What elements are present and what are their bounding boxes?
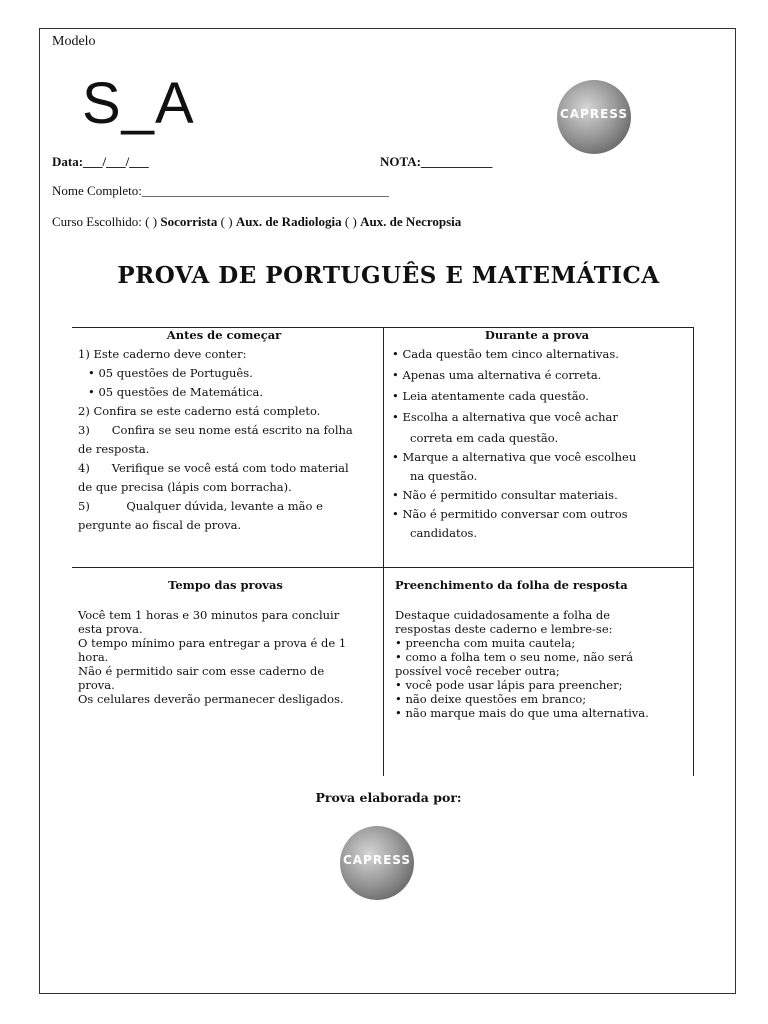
antes-line: de resposta. [78, 442, 150, 456]
exam-title: PROVA DE PORTUGUÊS E MATEMÁTICA [117, 262, 660, 289]
curso-checkbox-necropsia: ( ) [344, 214, 357, 229]
table-right-edge [693, 327, 694, 776]
curso-option-radiologia: Aux. de Radiologia [235, 214, 342, 229]
tempo-line: prova. [78, 678, 115, 692]
preenchimento-line: • não marque mais do que uma alternativa. [395, 706, 649, 720]
curso-checkbox-radiologia: ( ) [220, 214, 233, 229]
modelo-label: Modelo [52, 34, 96, 49]
capress-logo-footer [340, 826, 414, 900]
preenchimento-line: • como a folha tem o seu nome, não será [395, 650, 634, 664]
tempo-line: hora. [78, 650, 109, 664]
preenchimento-line: respostas deste caderno e lembre-se: [395, 622, 613, 636]
antes-line: • 05 questões de Português. [88, 366, 253, 380]
durante-line: na questão. [410, 469, 478, 483]
durante-line: correta em cada questão. [410, 431, 559, 445]
tempo-line: O tempo mínimo para entregar a prova é de 1 [78, 636, 347, 650]
logo-text: CAPRESS [559, 106, 629, 121]
preenchimento-heading: Preenchimento da folha de resposta [395, 578, 628, 592]
tempo-line: Você tem 1 horas e 30 minutos para concluir [78, 608, 340, 622]
durante-heading: Durante a prova [484, 328, 590, 342]
model-code: S_A [82, 71, 195, 136]
antes-line: pergunte ao fiscal de prova. [78, 518, 242, 532]
antes-line: 1) Este caderno deve conter: [78, 347, 247, 361]
curso-checkbox-socorrista: ( ) [145, 214, 158, 229]
durante-line: • Leia atentamente cada questão. [392, 389, 589, 403]
section-tempo [78, 578, 373, 706]
curso-row [52, 214, 461, 230]
logo-text-footer: CAPRESS [342, 852, 412, 867]
curso-prefix: Curso Escolhido: [52, 214, 142, 229]
tempo-line: Não é permitido sair com esse caderno de [78, 664, 325, 678]
antes-heading: Antes de começar [166, 328, 282, 342]
durante-line: • Escolha a alternativa que você achar [392, 410, 618, 424]
durante-line: • Não é permitido consultar materiais. [392, 488, 618, 502]
durante-line: • Cada questão tem cinco alternativas. [392, 347, 619, 361]
preenchimento-line: Destaque cuidadosamente a folha de [395, 608, 611, 622]
antes-line: 5) Qualquer dúvida, levante a mão e [78, 499, 323, 513]
tempo-line: Os celulares deverão permanecer desligados. [78, 692, 344, 706]
curso-option-socorrista: Socorrista [160, 214, 218, 229]
antes-line: • 05 questões de Matemática. [88, 385, 264, 399]
footer-label: Prova elaborada por: [315, 790, 462, 805]
tempo-heading: Tempo das provas [168, 578, 283, 592]
durante-line: • Marque a alternativa que você escolheu [392, 450, 637, 464]
antes-line: de que precisa (lápis com borracha). [78, 480, 292, 494]
curso-option-necropsia: Aux. de Necropsia [360, 214, 462, 229]
antes-line: 2) Confira se este caderno está completo. [78, 404, 321, 418]
antes-line: 3) Confira se seu nome está escrito na folha [78, 423, 353, 437]
capress-logo [557, 80, 631, 154]
preenchimento-line: • preencha com muita cautela; [395, 636, 576, 650]
durante-line: • Não é permitido conversar com outros [392, 507, 628, 521]
section-preenchimento [395, 578, 687, 720]
preenchimento-line: possível você receber outra; [395, 664, 560, 678]
antes-line: 4) Verifique se você está com todo material [78, 461, 349, 475]
section-antes [78, 326, 370, 535]
table-center-divider [383, 327, 384, 776]
section-durante [392, 326, 682, 543]
tempo-line: esta prova. [78, 622, 143, 636]
nota-field: NOTA:___________ [380, 154, 493, 169]
nome-field: Nome Completo:______________________________________ [52, 183, 389, 198]
preenchimento-line: • você pode usar lápis para preencher; [395, 678, 623, 692]
data-field: Data:___/___/___ [52, 154, 149, 169]
durante-line: candidatos. [410, 526, 478, 540]
preenchimento-line: • não deixe questões em branco; [395, 692, 587, 706]
durante-line: • Apenas uma alternativa é correta. [392, 368, 602, 382]
